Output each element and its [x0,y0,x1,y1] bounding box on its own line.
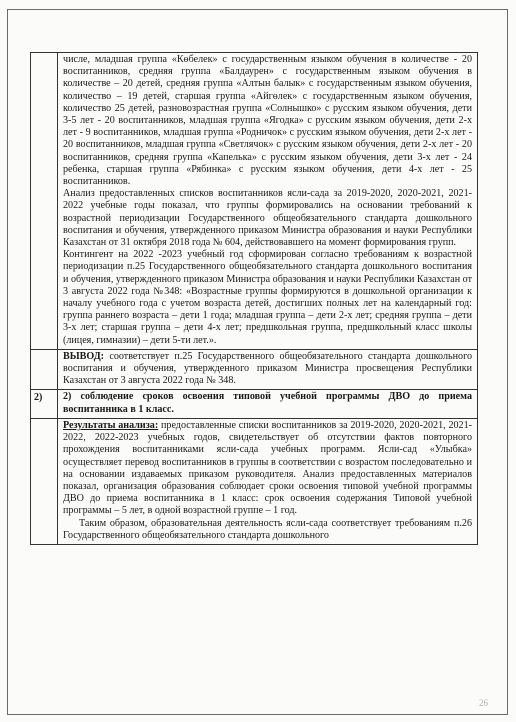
summary-paragraph: Таким образом, образовательная деятельность ясли-сада соответствует требованиям п.26 Государственного общеобязательного стандарта дошкольного [63,517,472,541]
row-content-cell [58,390,477,417]
content-table [30,52,478,545]
groups-paragraph: числе, младшая группа «Көбелек» с государственным языком обучения в количестве - 20 воспитанников, средняя группа «Балдаурен» с государственным языком обучения в количестве – 20 детей, средняя группа «Алтын балык» с государственным языком обучения, количество – 19 детей, старшая группа «Айгөлек» с государственным языком обучения, количество 25 детей, разновозрастная группа «Солнышко» с русским языком обучения, дети 3-5 лет - 20 воспитанников, младшая группа «Ягодка» с русским языком обучения, дети 2-х лет - 9 воспитанников, младшая группа «Родничок» с русским языком обучения, дети 2-х лет - 20 воспитанников, младшая группа «Светлячок» с русским языком обучения, дети 2-х лет - 20 воспитанников, средняя группа «Капелька» с русским языком обучения, дети 3-х лет - 24 ребенка, старшая группа «Рябинка» с русским языком обучения, дети 4-х лет - 25 воспитанников. [63,54,472,188]
row-number-cell [31,419,58,544]
page-number: 26 [479,698,488,708]
results-paragraph [63,420,472,518]
conclusion-paragraph [63,351,472,388]
conclusion-text: соответствует п.25 Государственного общеобязательного стандарта дошкольного воспитания и обучения, утвержденного приказом Министра просвещения Республики Казахстан от 3 августа 2022 года № 348. [63,350,472,387]
analysis-paragraph: Анализ предоставленных списков воспитанников ясли-сада за 2019-2020, 2020-2021, 2021-2022 учебные годы показал, что группы формировались на основании требований к возрастной периодизации Государственного общеобязательного стандарта дошкольного воспитания и обучения, утвержденного приказом Министра образования и науки Республики Казахстан от 31 октября 2018 года № 604, действовавшего на момент формирования групп. [63,188,472,249]
results-text: предоставленные списки воспитанников за 2019-2020, 2020-2021, 2021-2022, 2022-2023 учебных годов, свидетельствует об отсутствии фактов повторного прохождения воспитанниками ясли-сада учебных программ. Ясли-сад «Улыбка» осуществляет перевод воспитанников в группы в соответствии с возрастом последовательно и на основании издаваемых приказом руководителя. Анализ предоставленных материалов показал, организация образования соблюдает сроки освоения типовой учебной программы ДВО до приема воспитанника в 1 класс: срок освоения содержания Типовой учебной программы – 5 лет, в одной возрастной группе – 1 год. [63,419,472,517]
table-row [31,349,477,390]
row-content-cell [58,419,477,544]
row-number-cell [31,53,58,349]
row-content-cell [58,53,477,349]
row-content-cell [58,350,477,390]
item-number: 2) [31,390,58,417]
conclusion-label: ВЫВОД: [63,350,105,362]
contingent-paragraph: Контингент на 2022 -2023 учебный год сформирован согласно требованиям к возрастной периодизации п.25 Государственного общеобязательного стандарта дошкольного воспитания и обучения, утвержденного приказом Министра образования и науки Республики Казахстан от 3 августа 2022 года №348: «Возрастные группы формируются в дошкольной организации к началу учебного года с учетом возраста детей, достигших полных лет на календарный год: группа раннего возраста – дети 1 года; младшая группа – дети 2-х лет; средняя группа – дети 3-х лет; старшая группа – дети 4-х лет; предшкольная группа, предшкольный класс школы (лицея, гимназии) – дети 5-ти лет.». [63,249,472,346]
row-number-cell [31,350,58,390]
table-row [31,389,477,417]
table-row [31,418,477,544]
results-label: Результаты анализа: [63,419,159,431]
table-row [31,53,477,349]
item-heading: 2) соблюдение сроков освоения типовой учебной программы ДВО до приема воспитанника в 1 класс. [63,391,472,415]
